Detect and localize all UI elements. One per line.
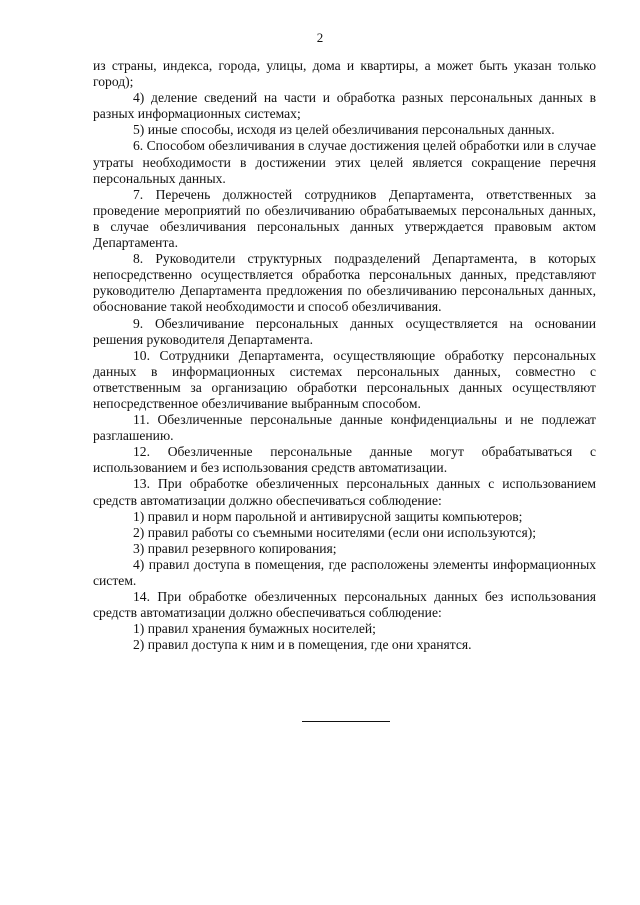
- paragraph-13: 13. При обработке обезличенных персональных данных с использованием средств автоматизации должно обеспечиваться соблюдение:: [93, 476, 596, 508]
- paragraph-9: 9. Обезличивание персональных данных осуществляется на основании решения руководителя Департамента.: [93, 315, 596, 347]
- paragraph-13-item-1: 1) правил и норм парольной и антивирусной защиты компьютеров;: [133, 508, 523, 524]
- paragraph-14: 14. При обработке обезличенных персональных данных без использования средств автоматизации должно обеспечиваться соблюдение:: [93, 589, 596, 621]
- paragraph-7: 7. Перечень должностей сотрудников Департамента, ответственных за проведение мероприятий по обезличиванию обрабатываемых персональных данных, в случае обезличивания персональных данных утверждается правовым актом Департамента.: [93, 186, 596, 251]
- page-number: 2: [316, 30, 324, 45]
- paragraph-14-item-1: 1) правил хранения бумажных носителей;: [133, 621, 376, 637]
- closing-divider-line: [302, 721, 390, 722]
- paragraph-13-item-4: 4) правил доступа в помещения, где расположены элементы информационных систем.: [93, 556, 596, 588]
- paragraph-14-item-2: 2) правил доступа к ним и в помещения, где они хранятся.: [133, 637, 472, 653]
- document-body: [93, 58, 596, 653]
- paragraph-6: 6. Способом обезличивания в случае достижения целей обработки или в случае утраты необходимости в достижении этих целей является сокращение перечня персональных данных.: [93, 138, 596, 186]
- paragraph-item-5-other-methods: 5) иные способы, исходя из целей обезличивания персональных данных.: [133, 122, 555, 138]
- paragraph-12: 12. Обезличенные персональные данные могут обрабатываться с использованием и без использования средств автоматизации.: [93, 444, 596, 476]
- paragraph-11: 11. Обезличенные персональные данные конфиденциальны и не подлежат разглашению.: [93, 412, 596, 444]
- paragraph-13-item-2: 2) правил работы со съемными носителями (если они используются);: [133, 524, 537, 540]
- paragraph-continuation: из страны, индекса, города, улицы, дома и квартиры, а может быть указан только город);: [93, 58, 596, 90]
- paragraph-10: 10. Сотрудники Департамента, осуществляющие обработку персональных данных в информационных системах персональных данных, совместно с ответственным за организацию обработки персональных данных осуществляют непосредственное обезличивание выбранным способом.: [93, 347, 596, 411]
- paragraph-8: 8. Руководители структурных подразделений Департамента, в которых непосредственно осуществляется обработка персональных данных, представляют руководителю Департамента предложения по обезличиванию персональных данных, обоснование такой необходимости и способ обезличивания.: [93, 251, 596, 315]
- paragraph-item-4-splitting: 4) деление сведений на части и обработка разных персональных данных в разных информационных системах;: [93, 90, 596, 122]
- paragraph-13-item-3: 3) правил резервного копирования;: [133, 540, 337, 556]
